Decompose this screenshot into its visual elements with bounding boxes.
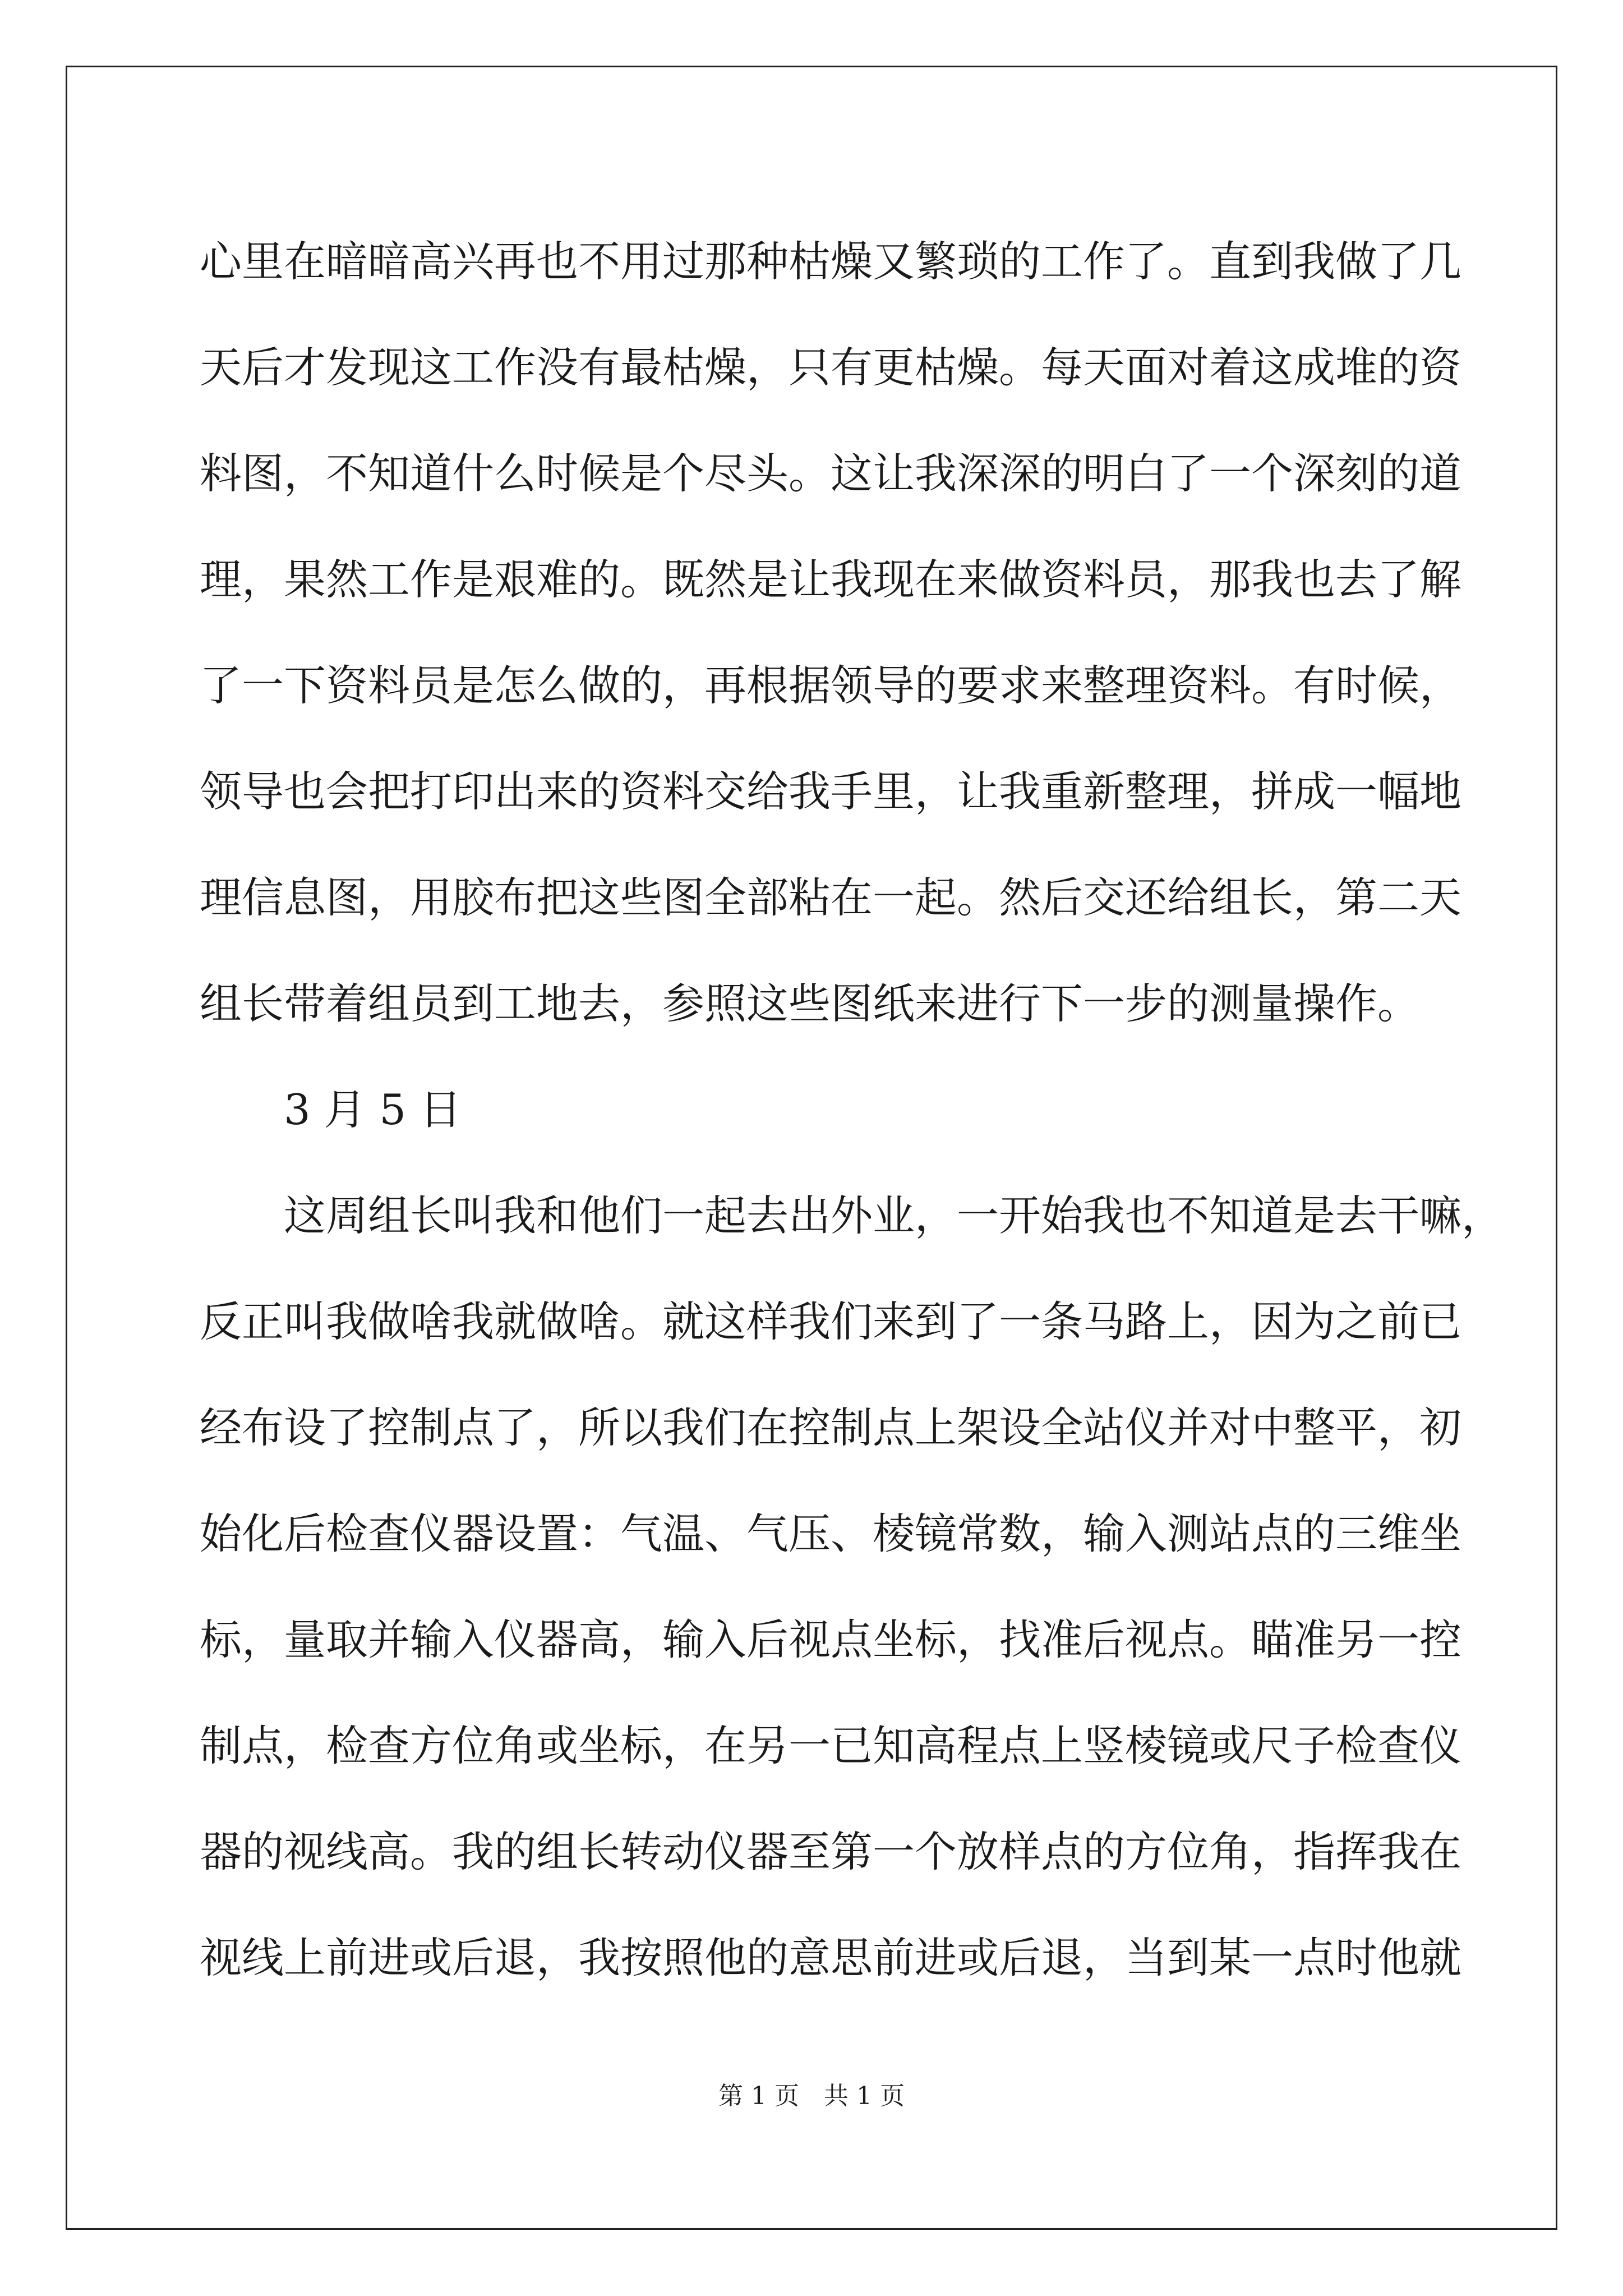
text-line: 制点，检查方位角或坐标，在另一已知高程点上竖棱镜或尺子检查仪 [200,1721,1462,1770]
text-line: 这周组长叫我和他们一起去出外业，一开始我也不知道是去干嘛， [284,1191,1504,1240]
text-line: 器的视线高。我的组长转动仪器至第一个放样点的方位角，指挥我在 [200,1827,1462,1876]
text-line: 了一下资料员是怎么做的，再根据领导的要求来整理资料。有时候， [200,661,1462,710]
paragraph-1 [200,209,1462,1057]
text-line: 标，量取并输入仪器高，输入后视点坐标，找准后视点。瞄准另一控 [200,1615,1462,1664]
text-line: 组长带着组员到工地去，参照这些图纸来进行下一步的测量操作。 [200,979,1420,1028]
text-line: 天后才发现这工作没有最枯燥，只有更枯燥。每天面对着这成堆的资 [200,343,1462,392]
text-line: 心里在暗暗高兴再也不用过那种枯燥又繁琐的工作了。直到我做了几 [200,237,1462,286]
text-line: 经布设了控制点了，所以我们在控制点上架设全站仪并对中整平，初 [200,1403,1462,1452]
text-line: 理，果然工作是艰难的。既然是让我现在来做资料员，那我也去了解 [200,555,1462,604]
document-body [200,209,1504,2011]
text-line: 始化后检查仪器设置：气温、气压、棱镜常数，输入测站点的三维坐 [200,1509,1462,1558]
text-line: 视线上前进或后退，我按照他的意思前进或后退，当到某一点时他就 [200,1933,1462,1982]
text-line: 领导也会把打印出来的资料交给我手里，让我重新整理，拼成一幅地 [200,767,1462,816]
paragraph-2 [200,1163,1504,2011]
date-heading: 3 月 5 日 [284,1085,462,1134]
page-footer: 第 1 页 共 1 页 [718,2082,905,2110]
text-line: 理信息图，用胶布把这些图全部粘在一起。然后交还给组长，第二天 [200,873,1462,922]
text-line: 料图，不知道什么时候是个尽头。这让我深深的明白了一个深刻的道 [200,449,1462,498]
text-line: 反正叫我做啥我就做啥。就这样我们来到了一条马路上，因为之前已 [200,1297,1462,1346]
